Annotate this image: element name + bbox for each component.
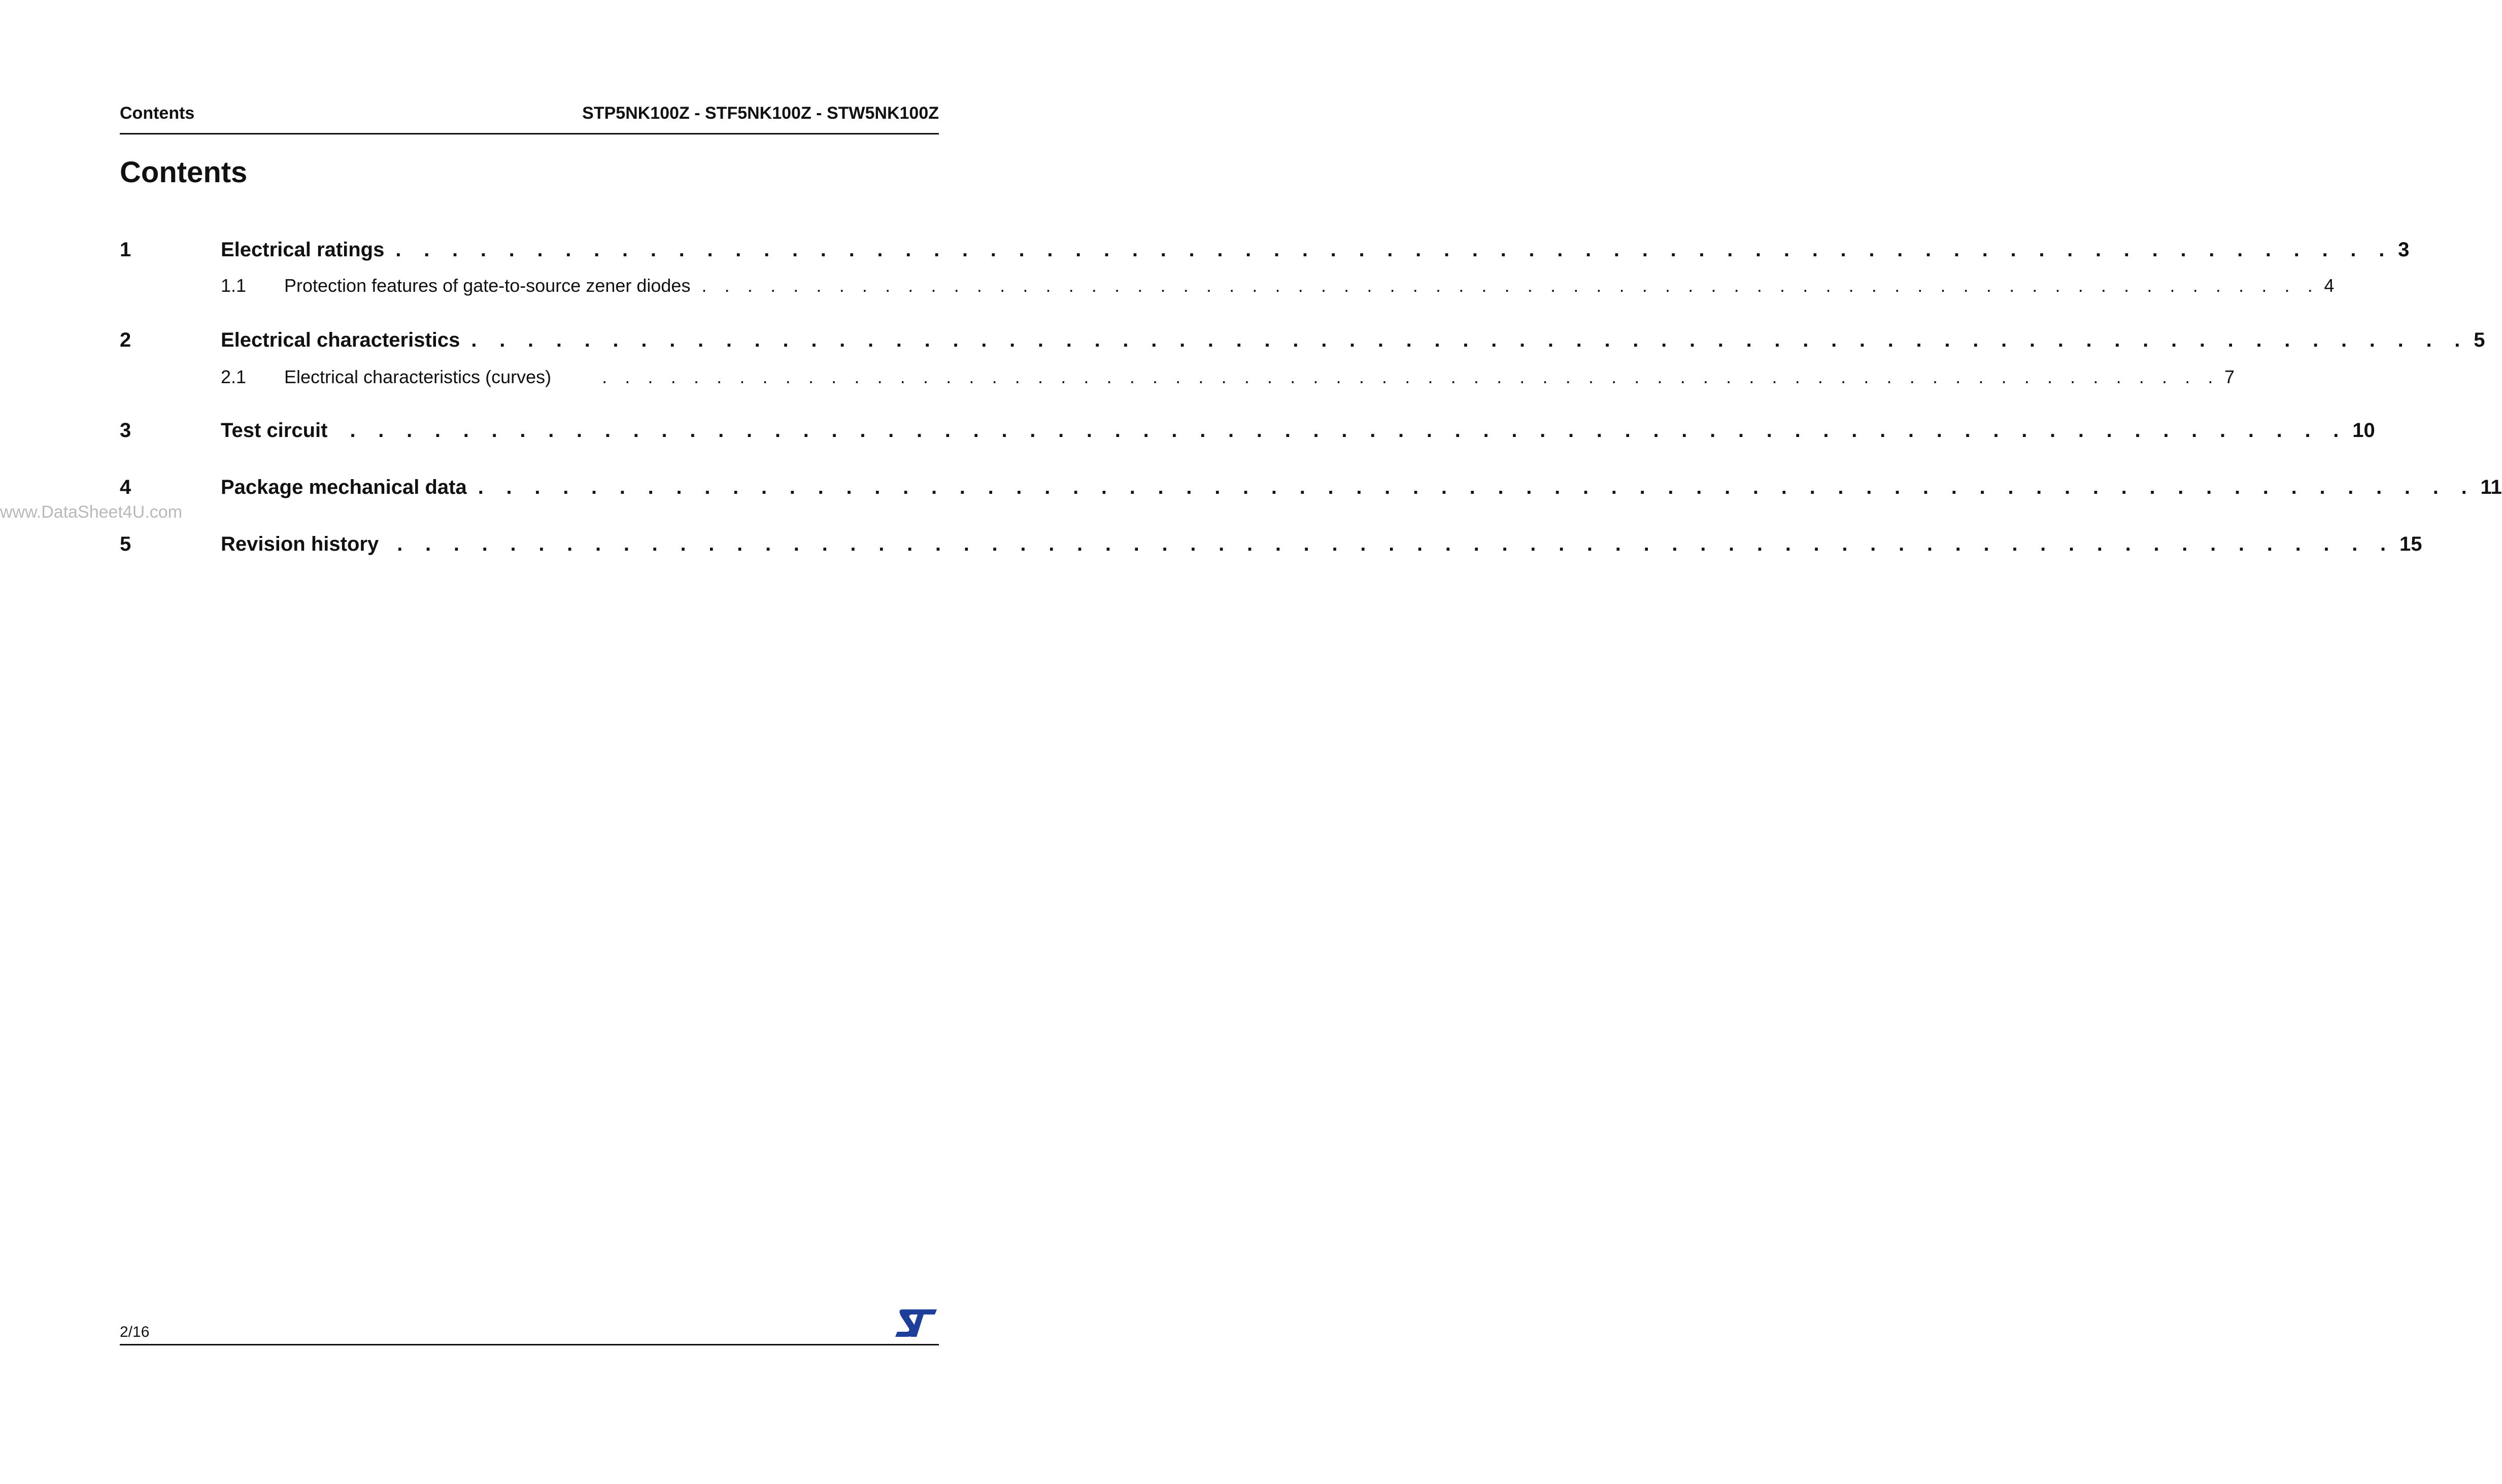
toc-page: 10 [2352,419,2375,442]
header-section-label: Contents [120,104,195,123]
toc-entry-2[interactable] [120,329,2485,352]
toc-entry-1-1[interactable] [120,275,2335,296]
toc-page: 7 [2224,366,2235,387]
toc-leader: . . . . . . . . . . . . . . . . . . . . . . . . . . . . . . . . . . . . . . . . . . . . . . . . . . . . . . . . . . . . . . . . . . . . . . . [471,329,2469,351]
toc-label: Test circuit [221,419,328,442]
toc-leader: . . . . . . . . . . . . . . . . . . . . . . . . . . . . . . . . . . . . . . . . . . . . . . . . . . . . . . . . . . . . . . . . . . . . . . . [478,476,2476,498]
toc-leader: . . . . . . . . . . . . . . . . . . . . . . . . . . . . . . . . . . . . . . . . . . . . . . . . . . . . . . . . . . . . . . . . . . . . . . . [395,239,2393,261]
toc-page: 5 [2474,329,2485,351]
toc-number: 1 [120,239,131,261]
page-footer [120,1308,939,1345]
toc-entry-2-1[interactable] [120,366,2235,388]
page-header [120,103,939,134]
toc-entry-5[interactable] [120,533,2422,556]
toc-leader: . . . . . . . . . . . . . . . . . . . . . . . . . . . . . . . . . . . . . . . . . . . . . . . . . . . . . . . . . . . . . . . . . . . . . . . [701,275,2319,296]
toc-number: 3 [120,419,131,442]
page-number: 2/16 [120,1324,150,1340]
toc-leader: . . . . . . . . . . . . . . . . . . . . . . . . . . . . . . . . . . . . . . . . . . . . . . . . . . . . . . . . . . . . . . . . . . . . . . . [397,533,2394,555]
toc-label: Electrical characteristics (curves) [284,366,552,387]
toc-entry-4[interactable] [120,476,2502,499]
toc-page: 15 [2399,533,2422,555]
toc-number: 2.1 [221,366,247,387]
toc-page: 11 [2480,476,2502,498]
toc-leader: . . . . . . . . . . . . . . . . . . . . . . . . . . . . . . . . . . . . . . . . . . . . . . . . . . . . . . . . . . . . . . . . . . . . . . . [602,366,2219,387]
toc-number: 2 [120,329,131,351]
st-logo-icon [894,1308,938,1338]
page-title: Contents [120,156,248,189]
watermark: www.DataSheet4U.com [0,502,183,522]
toc-label: Revision history [221,533,379,555]
toc-entry-3[interactable] [120,419,2375,442]
toc-number: 1.1 [221,275,247,296]
toc-label: Electrical characteristics [221,329,460,351]
toc-page: 4 [2324,275,2335,296]
toc-entry-1[interactable] [120,239,2410,261]
toc-leader: . . . . . . . . . . . . . . . . . . . . . . . . . . . . . . . . . . . . . . . . . . . . . . . . . . . . . . . . . . . . . . . . . . . . . . . [350,419,2348,442]
toc-number: 4 [120,476,131,498]
toc-label: Package mechanical data [221,476,467,498]
header-part-numbers: STP5NK100Z - STF5NK100Z - STW5NK100Z [582,104,939,123]
toc-number: 5 [120,533,131,555]
toc-label: Electrical ratings [221,239,385,261]
toc-label: Protection features of gate-to-source zener diodes [284,275,691,296]
toc-page: 3 [2398,239,2410,261]
